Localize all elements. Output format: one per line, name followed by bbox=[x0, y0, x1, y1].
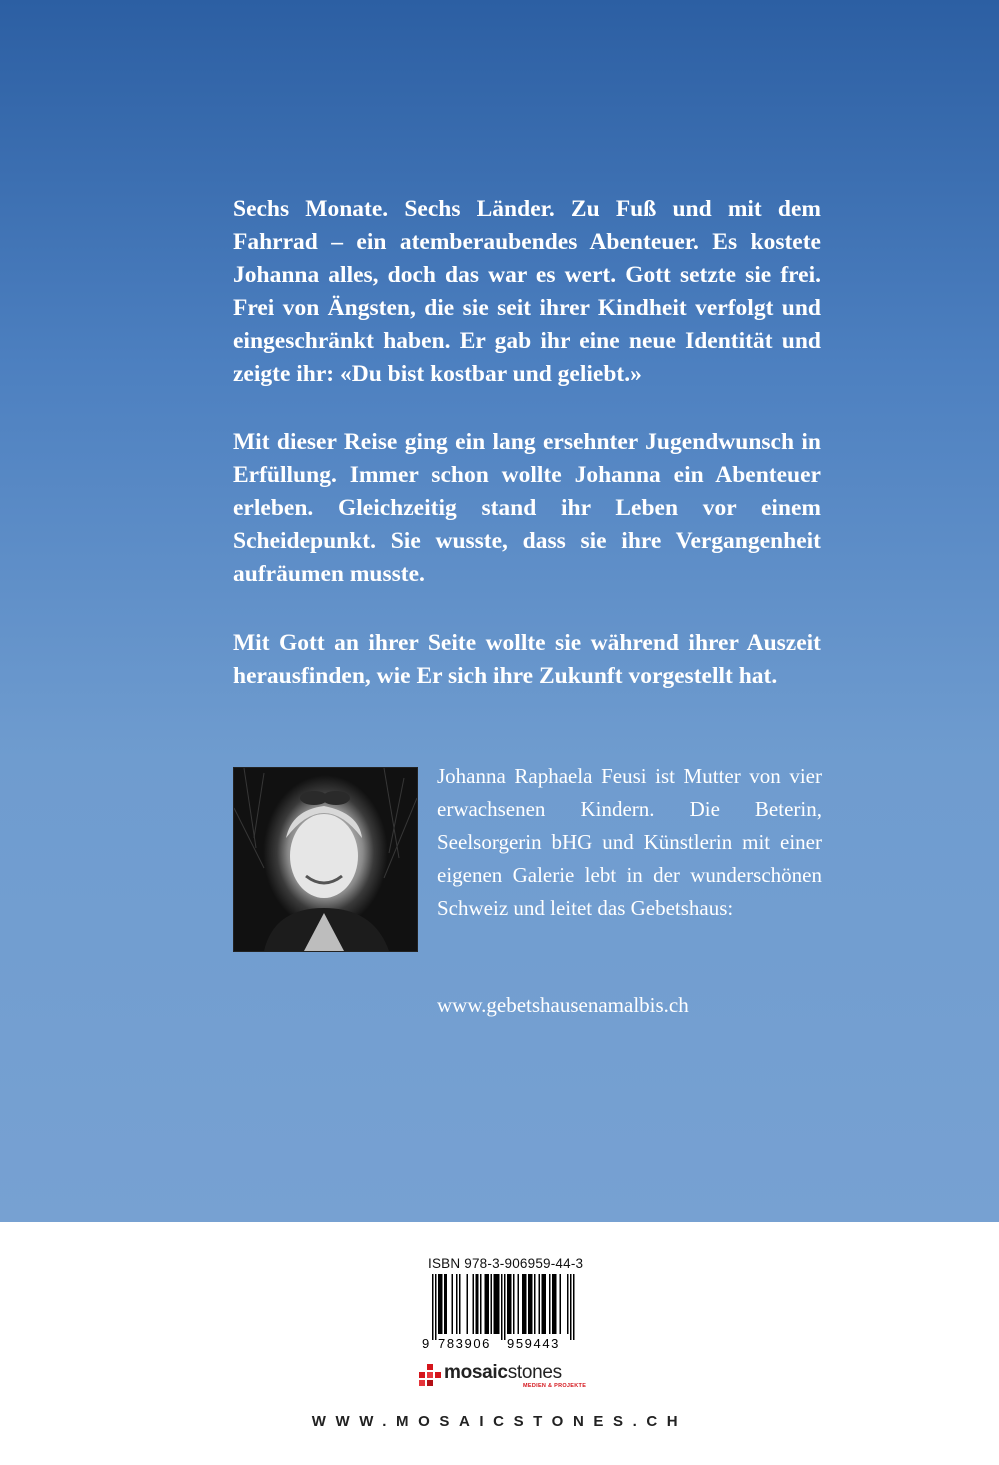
barcode-bar bbox=[504, 1274, 506, 1340]
publisher-tagline: MEDIEN & PROJEKTE bbox=[523, 1383, 587, 1389]
barcode-bar bbox=[486, 1274, 488, 1334]
blurb-paragraph-3: Mit Gott an ihrer Seite wollte sie während ihrer Auszeit herausfinden, wie Er sich ihre Zukunft vorgestellt hat. bbox=[233, 630, 821, 689]
barcode-bar bbox=[542, 1274, 544, 1334]
barcode-bar bbox=[488, 1274, 490, 1334]
barcode-digit-group: 9 bbox=[422, 1336, 431, 1350]
barcode-bar bbox=[480, 1274, 482, 1334]
barcode-bar bbox=[456, 1274, 458, 1334]
barcode-bar bbox=[560, 1274, 562, 1334]
isbn-barcode bbox=[420, 1274, 585, 1350]
barcode-bar bbox=[495, 1274, 497, 1334]
barcode-bar bbox=[438, 1274, 440, 1334]
barcode-bar bbox=[534, 1274, 536, 1334]
barcode-bar bbox=[446, 1274, 448, 1334]
barcode-bar bbox=[485, 1274, 487, 1334]
barcode-bar bbox=[549, 1274, 551, 1334]
barcode-digit-group: 783906 bbox=[438, 1336, 491, 1350]
publisher-name-light: stones bbox=[507, 1362, 562, 1383]
barcode-bar bbox=[491, 1274, 493, 1334]
barcode-bar bbox=[497, 1274, 499, 1334]
barcode-bar bbox=[494, 1274, 496, 1334]
barcode-bar bbox=[507, 1274, 509, 1334]
barcode-bar bbox=[441, 1274, 443, 1334]
barcode-bar bbox=[476, 1274, 478, 1334]
barcode-bar bbox=[552, 1274, 554, 1334]
barcode-digit-group: 959443 bbox=[507, 1336, 560, 1350]
author-photo bbox=[233, 767, 418, 952]
author-bio: Johanna Raphaela Feusi ist Mutter von vier erwachsenen Kindern. Die Beterin, Seelsorgerin bHG und Künstlerin mit einer eigenen Galerie lebt in der wunderschönen Schweiz und leitet das Gebetshaus: bbox=[437, 764, 822, 920]
publisher-name bbox=[444, 1362, 562, 1384]
barcode-bar bbox=[513, 1274, 515, 1334]
barcode-bar bbox=[432, 1274, 434, 1340]
barcode-bar bbox=[531, 1274, 533, 1334]
barcode-bar bbox=[444, 1274, 446, 1334]
barcode-bar bbox=[467, 1274, 469, 1334]
barcode-bar bbox=[459, 1274, 461, 1334]
barcode-bar bbox=[554, 1274, 556, 1334]
barcode-bar bbox=[539, 1274, 541, 1334]
publisher-website-link[interactable]: WWW.MOSAICSTONES.CH bbox=[311, 1413, 688, 1430]
barcode-bar bbox=[522, 1274, 524, 1334]
barcode-bar bbox=[570, 1274, 572, 1340]
barcode-bar bbox=[530, 1274, 532, 1334]
barcode-bar bbox=[473, 1274, 475, 1334]
barcode-bar bbox=[545, 1274, 547, 1334]
barcode-bar bbox=[543, 1274, 545, 1334]
barcode-bar bbox=[435, 1274, 437, 1340]
barcode-bar bbox=[501, 1274, 503, 1340]
barcode-bar bbox=[477, 1274, 479, 1334]
blurb-paragraph-2: Mit dieser Reise ging ein lang ersehnter Jugendwunsch in Erfüllung. Immer schon wollte Johanna ein Abenteuer erleben. Gleichzeitig stand ihr Leben vor einem Scheidepunkt. Sie wusste, dass sie ihre Vergangenheit aufräumen musste. bbox=[233, 429, 821, 587]
publisher-logo bbox=[419, 1362, 599, 1392]
barcode-bar bbox=[567, 1274, 569, 1334]
barcode-bar bbox=[528, 1274, 530, 1334]
barcode-bar bbox=[510, 1274, 512, 1334]
barcode-bar bbox=[518, 1274, 520, 1334]
publisher-name-bold: mosaic bbox=[444, 1362, 508, 1383]
barcode-bar bbox=[498, 1274, 500, 1334]
mosaic-tiles-icon bbox=[419, 1364, 441, 1386]
barcode-bar bbox=[509, 1274, 511, 1334]
barcode-bar bbox=[525, 1274, 527, 1334]
blurb-paragraph-1: Sechs Monate. Sechs Länder. Zu Fuß und mit dem Fahrrad – ein atemberaubendes Abenteuer. Es kostete Johanna alles, doch das war es wert. Gott setzte sie frei. Frei von Ängsten, die sie seit ihrer Kindheit verfolgt und eingeschränkt haben. Er gab ihr eine neue Identität und zeigte ihr: «Du bist kostbar und geliebt.» bbox=[233, 196, 821, 387]
barcode-bar bbox=[452, 1274, 454, 1334]
barcode-bar bbox=[555, 1274, 557, 1334]
isbn-label: ISBN 978-3-906959-44-3 bbox=[428, 1256, 584, 1271]
barcode-bar bbox=[440, 1274, 442, 1334]
barcode-bar bbox=[573, 1274, 575, 1340]
barcode-bar bbox=[524, 1274, 526, 1334]
author-website-link[interactable]: www.gebetshausenamalbis.ch bbox=[437, 993, 689, 1017]
